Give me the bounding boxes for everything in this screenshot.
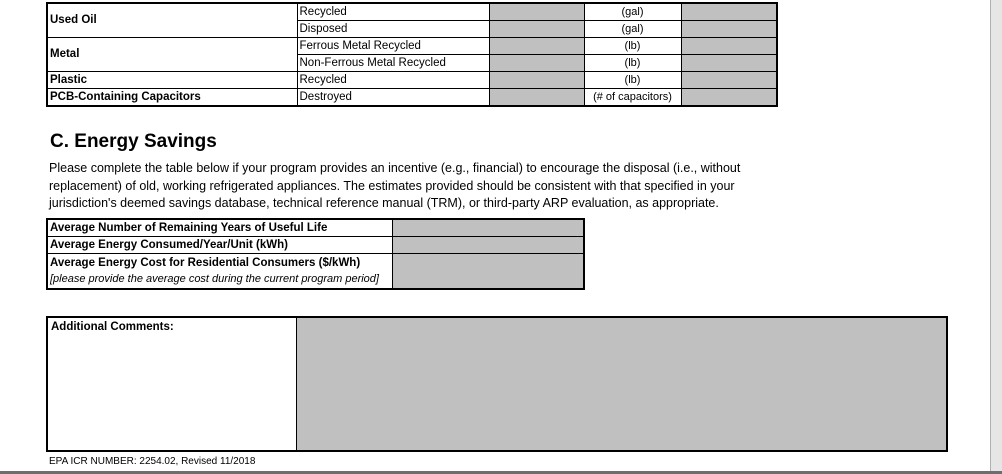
item-label: Disposed bbox=[297, 21, 489, 38]
table-row bbox=[47, 72, 777, 89]
category-label: Metal bbox=[47, 38, 297, 72]
value-input-cell[interactable] bbox=[681, 89, 777, 107]
unit-label: (gal) bbox=[584, 21, 681, 38]
unit-label: (lb) bbox=[584, 55, 681, 72]
section-title: C. Energy Savings bbox=[50, 131, 217, 152]
value-input-cell[interactable] bbox=[681, 3, 777, 21]
energy-savings-table bbox=[46, 218, 585, 290]
section-intro-text: Please complete the table below if your program provides an incentive (e.g., financial) to encourage the disposal (i.e., without replacement) of old, working refrigerated appliances. The estimates provided should be consistent with that specified in your jurisdiction's deemed savings database, technical reference manual (TRM), or third-party ARP evaluation, as appropriate. bbox=[49, 161, 741, 210]
unit-label: (lb) bbox=[584, 72, 681, 89]
quantity-input-cell[interactable] bbox=[489, 72, 584, 89]
table-row bbox=[47, 254, 584, 290]
value-input-cell[interactable] bbox=[681, 38, 777, 55]
additional-comments-table bbox=[46, 316, 948, 452]
quantity-input-cell[interactable] bbox=[489, 3, 584, 21]
item-label: Recycled bbox=[297, 3, 489, 21]
table-row bbox=[47, 219, 584, 237]
value-input-cell[interactable] bbox=[681, 55, 777, 72]
item-label: Recycled bbox=[297, 72, 489, 89]
remaining-years-input[interactable] bbox=[392, 219, 584, 237]
quantity-input-cell[interactable] bbox=[489, 55, 584, 72]
quantity-input-cell[interactable] bbox=[489, 21, 584, 38]
row-label: Average Energy Cost for Residential Consumers ($/kWh) bbox=[50, 257, 361, 269]
table-row bbox=[47, 237, 584, 254]
table-row bbox=[47, 3, 777, 21]
energy-cost-input[interactable] bbox=[392, 254, 584, 290]
unit-label: (gal) bbox=[584, 3, 681, 21]
row-note: [please provide the average cost during the current program period] bbox=[50, 273, 379, 285]
category-label: Plastic bbox=[47, 72, 297, 89]
table-row bbox=[47, 38, 777, 55]
waste-disposition-table bbox=[46, 2, 778, 107]
value-input-cell[interactable] bbox=[681, 72, 777, 89]
comments-label: Additional Comments: bbox=[47, 317, 296, 451]
table-row bbox=[47, 89, 777, 107]
window-scrollbar-edge bbox=[990, 0, 1002, 474]
row-label: Average Number of Remaining Years of Useful Life bbox=[47, 219, 392, 237]
category-label: PCB-Containing Capacitors bbox=[47, 89, 297, 107]
category-label: Used Oil bbox=[47, 3, 297, 38]
unit-label: (# of capacitors) bbox=[584, 89, 681, 107]
item-label: Ferrous Metal Recycled bbox=[297, 38, 489, 55]
value-input-cell[interactable] bbox=[681, 21, 777, 38]
comments-input[interactable] bbox=[296, 317, 947, 451]
unit-label: (lb) bbox=[584, 38, 681, 55]
quantity-input-cell[interactable] bbox=[489, 38, 584, 55]
row-label: Average Energy Consumed/Year/Unit (kWh) bbox=[47, 237, 392, 254]
item-label: Destroyed bbox=[297, 89, 489, 107]
item-label: Non-Ferrous Metal Recycled bbox=[297, 55, 489, 72]
quantity-input-cell[interactable] bbox=[489, 89, 584, 107]
row-label-cell bbox=[47, 254, 392, 290]
footer-text: EPA ICR NUMBER: 2254.02, Revised 11/2018 bbox=[49, 456, 256, 467]
energy-consumed-input[interactable] bbox=[392, 237, 584, 254]
